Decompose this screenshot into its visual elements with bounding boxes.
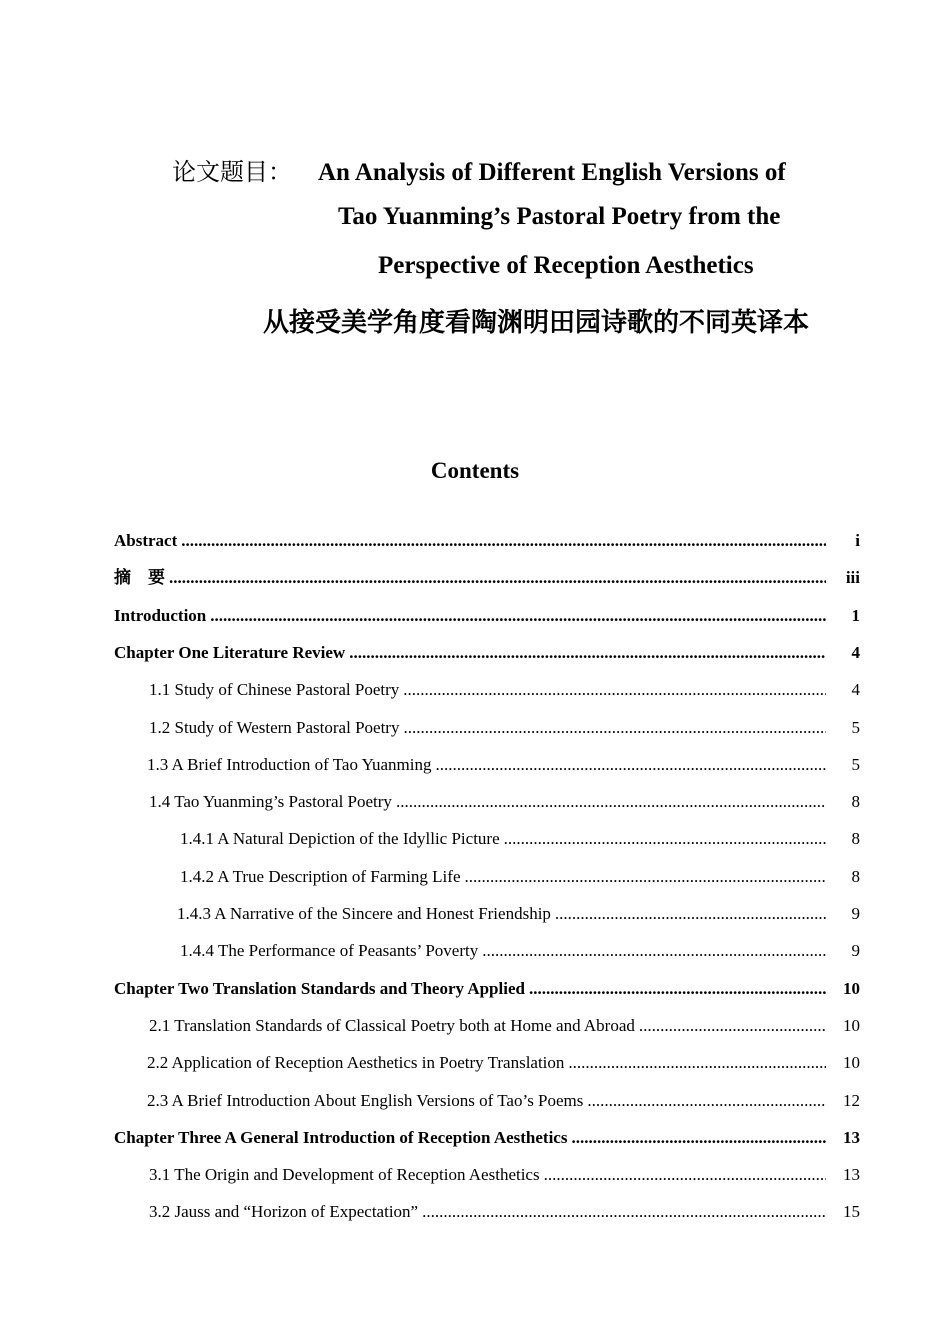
- toc-entry-title: Chapter Two Translation Standards and Theory Applied: [114, 979, 525, 998]
- thesis-title-line-3: Perspective of Reception Aesthetics: [378, 252, 754, 279]
- toc-entry-title: 1.4.4 The Performance of Peasants’ Poverty: [180, 941, 479, 960]
- toc-entry-page-number: 10: [843, 979, 860, 998]
- toc-leader-dots: [169, 565, 826, 591]
- toc-entry-title: 1.1 Study of Chinese Pastoral Poetry: [149, 680, 400, 699]
- toc-entry-page-number: 13: [843, 1128, 860, 1147]
- toc-entry-page-number: 5: [851, 718, 860, 737]
- toc-entry-page-number: 10: [843, 1016, 860, 1035]
- toc-entry-title: 2.1 Translation Standards of Classical Poetry both at Home and Abroad: [149, 1016, 635, 1035]
- thesis-title-line-2: Tao Yuanming’s Pastoral Poetry from the: [338, 203, 781, 230]
- toc-leader-dots: [504, 826, 826, 852]
- toc-entry[interactable]: [147, 752, 860, 778]
- toc-leader-dots: [210, 603, 826, 629]
- toc-entry-title: Introduction: [114, 606, 207, 625]
- toc-entry-page-number: 8: [851, 829, 860, 848]
- toc-entry-title: 1.4 Tao Yuanming’s Pastoral Poetry: [149, 792, 392, 811]
- toc-leader-dots: [403, 715, 826, 741]
- toc-entry[interactable]: [147, 1050, 860, 1076]
- toc-entry[interactable]: [114, 603, 860, 629]
- toc-entry-title: Chapter Three A General Introduction of Reception Aesthetics: [114, 1128, 568, 1147]
- toc-entry-title: 1.3 A Brief Introduction of Tao Yuanming: [147, 755, 432, 774]
- toc-entry[interactable]: [114, 565, 860, 591]
- thesis-title-prefix: 论文题目：: [172, 158, 292, 186]
- contents-heading: Contents: [430, 458, 520, 483]
- toc-entry[interactable]: [149, 1013, 860, 1039]
- toc-entry[interactable]: [114, 1125, 860, 1151]
- toc-entry[interactable]: [149, 715, 860, 741]
- toc-entry[interactable]: [180, 938, 860, 964]
- toc-entry[interactable]: [180, 864, 860, 890]
- toc-entry-page-number: 4: [851, 680, 860, 699]
- toc-leader-dots: [555, 901, 826, 927]
- toc-leader-dots: [571, 1125, 826, 1151]
- toc-leader-dots: [587, 1088, 826, 1114]
- toc-entry-page-number: 8: [851, 867, 860, 886]
- toc-entry-title: 2.2 Application of Reception Aesthetics in Poetry Translation: [147, 1053, 565, 1072]
- toc-entry-title: 3.1 The Origin and Development of Reception Aesthetics: [149, 1165, 540, 1184]
- toc-entry-title: 摘 要: [114, 568, 165, 587]
- toc-leader-dots: [403, 677, 826, 703]
- toc-entry-page-number: iii: [845, 568, 860, 587]
- toc-entry[interactable]: [149, 789, 860, 815]
- toc-leader-dots: [435, 752, 826, 778]
- toc-entry[interactable]: [114, 528, 860, 554]
- toc-entry[interactable]: [180, 826, 860, 852]
- toc-entry-title: 1.4.1 A Natural Depiction of the Idyllic Picture: [180, 829, 500, 848]
- toc-entry[interactable]: [114, 976, 860, 1002]
- thesis-title-line-1: [172, 152, 786, 187]
- toc-entry-page-number: 15: [843, 1202, 860, 1221]
- toc-entry-page-number: 9: [851, 941, 860, 960]
- toc-entry-title: 3.2 Jauss and “Horizon of Expectation”: [149, 1202, 419, 1221]
- toc-entry[interactable]: [147, 1088, 860, 1114]
- toc-entry[interactable]: [114, 640, 860, 666]
- toc-entry[interactable]: [177, 901, 860, 927]
- toc-leader-dots: [639, 1013, 826, 1039]
- toc-entry-title: Chapter One Literature Review: [114, 643, 346, 662]
- toc-entry-page-number: 12: [843, 1091, 860, 1110]
- toc-entry[interactable]: [149, 1199, 860, 1225]
- toc-leader-dots: [544, 1162, 826, 1188]
- toc-entry-page-number: 13: [843, 1165, 860, 1184]
- toc-leader-dots: [464, 864, 826, 890]
- thesis-title-chinese: 从接受美学角度看陶渊明田园诗歌的不同英译本: [262, 308, 809, 338]
- toc-leader-dots: [568, 1050, 826, 1076]
- toc-entry-page-number: 4: [851, 643, 860, 662]
- toc-entry-page-number: 1: [851, 606, 860, 625]
- toc-entry-title: 1.2 Study of Western Pastoral Poetry: [149, 718, 400, 737]
- toc-leader-dots: [422, 1199, 826, 1225]
- toc-entry[interactable]: [149, 677, 860, 703]
- toc-entry-page-number: i: [855, 531, 860, 550]
- toc-leader-dots: [529, 976, 826, 1002]
- toc-leader-dots: [349, 640, 826, 666]
- toc-entry-page-number: 9: [851, 904, 860, 923]
- toc-entry-title: 1.4.2 A True Description of Farming Life: [180, 867, 461, 886]
- toc-entry-title: 1.4.3 A Narrative of the Sincere and Honest Friendship: [177, 904, 551, 923]
- toc-leader-dots: [181, 528, 826, 554]
- toc-entry-page-number: 8: [851, 792, 860, 811]
- toc-entry-page-number: 10: [843, 1053, 860, 1072]
- toc-entry-page-number: 5: [851, 755, 860, 774]
- toc-entry-title: Abstract: [114, 531, 178, 550]
- toc-entry-title: 2.3 A Brief Introduction About English Versions of Tao’s Poems: [147, 1091, 584, 1110]
- toc-leader-dots: [396, 789, 826, 815]
- toc-leader-dots: [482, 938, 826, 964]
- thesis-title-text-1: An Analysis of Different English Versions of: [318, 159, 786, 186]
- toc-entry[interactable]: [149, 1162, 860, 1188]
